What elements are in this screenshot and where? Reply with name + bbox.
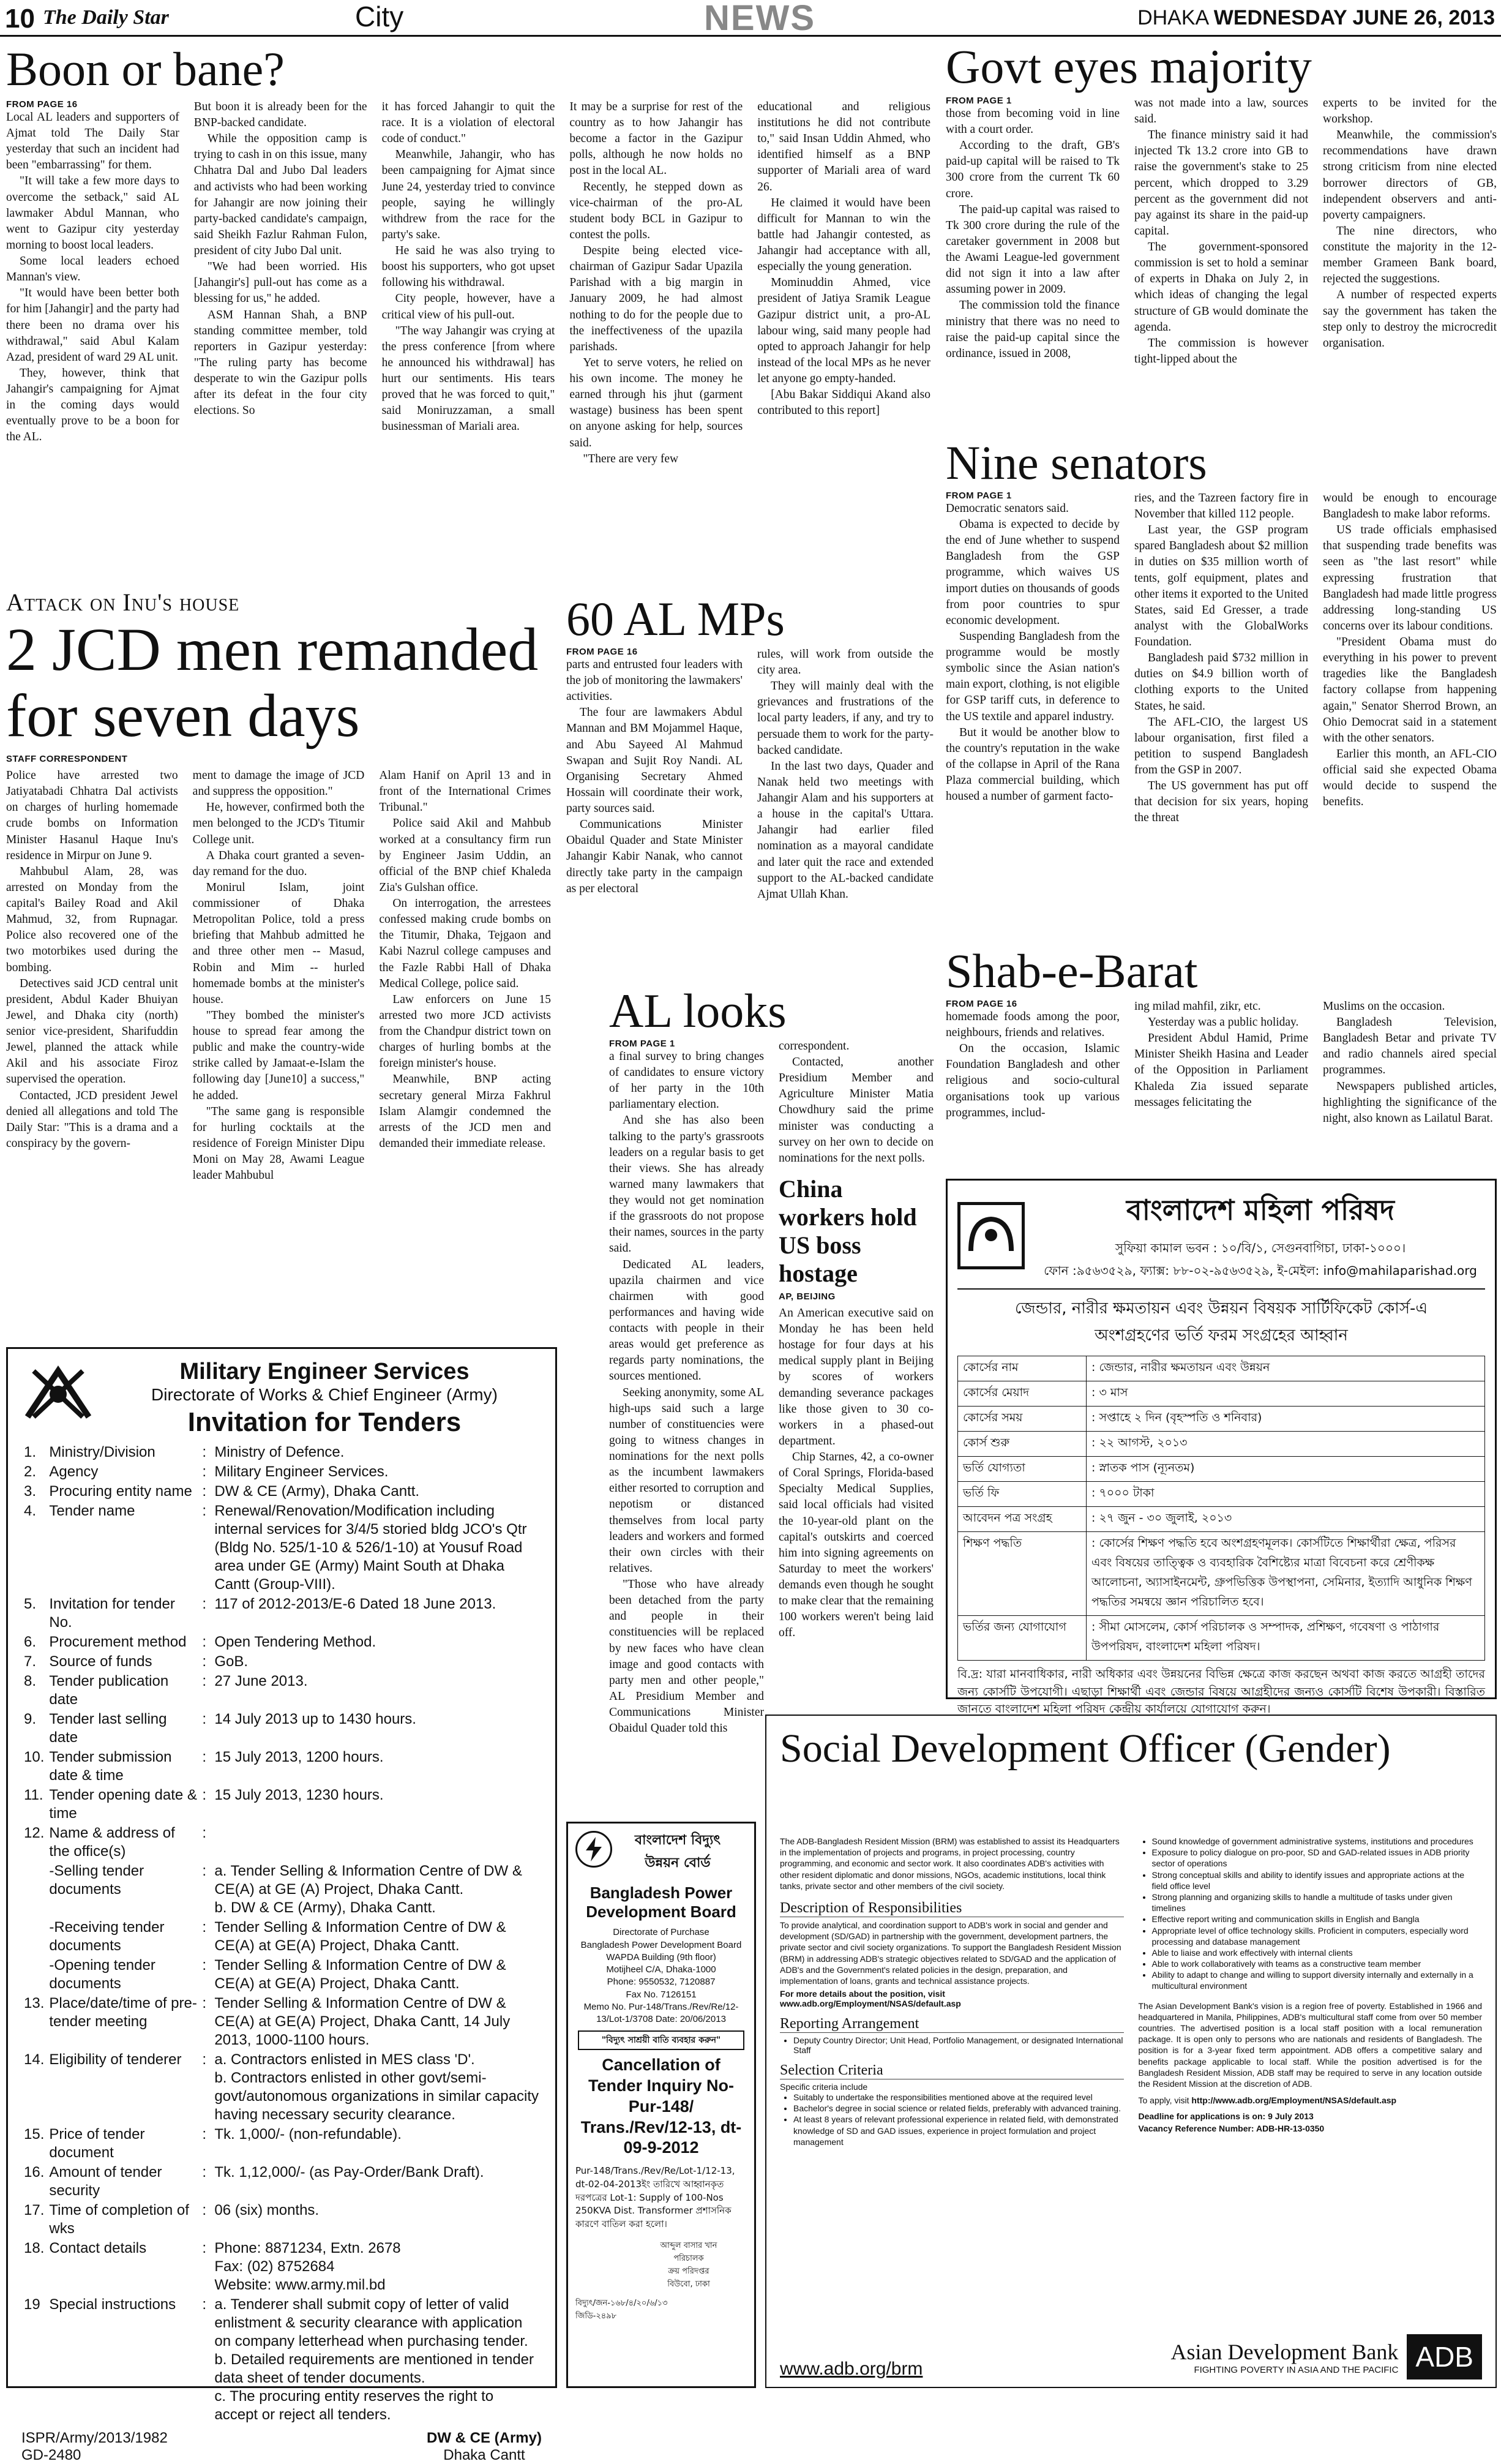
news-brand: NEWS bbox=[704, 0, 815, 38]
course-row: ভর্তি ফি : ৭০০০ টাকা bbox=[958, 1482, 1485, 1507]
paragraph: Newspapers published articles, highlighting the significance of the night, also known as Lailatul Barat. bbox=[1323, 1080, 1497, 1125]
story-column bbox=[194, 99, 367, 565]
story-govt-eyes-majority bbox=[946, 42, 1497, 434]
org-name-bn: বাংলাদেশ বিদ্যুৎ bbox=[634, 1833, 721, 1848]
tender-row: 19 Special instructions : a. Tenderer shall submit copy of letter of valid enlistment & security clearance with application on company letterhead when purchasing tender. b. Detailed requirements are mentioned in tender data sheet of tender documents. c. The procuring entity reserves the right to accept or reject all tenders. bbox=[24, 2296, 534, 2423]
paragraph: Meanwhile, BNP acting secretary general Mirza Fakhrul Islam Alamgir condemned the arrests of the JCD men and demanded their immediate release. bbox=[379, 1073, 552, 1150]
paragraph: "We had been worried. His [Jahangir's] pull-out has come as a blessing for us," he added. bbox=[193, 260, 367, 306]
course-row: ভর্তির জন্য যোগাযোগ : সীমা মোসলেম, কোর্স পরিচালক ও সম্পাদক, প্রশিক্ষণ, গবেষণা ও পাঠাগার উপপরিষদ, বাংলাদেশ মহিলা পরিষদ। bbox=[958, 1616, 1485, 1661]
ad-mes-tender bbox=[6, 1347, 557, 2463]
ad-note: বি.দ্র: যারা মানবাধিকার, নারী অধিকার এবং উন্নয়নের বিভিন্ন ক্ষেত্রে কাজ করছেন অথবা কাজ করতে আগ্রহী তাদের জন্য কোর্সটি উপযোগী। এছাড়া শিক্ষার্থী এবং জেন্ডার বিষয়ে আগ্রহীদের জন্যও কোর্সটি বিশেষ উপকারী। বিস্তারিত জানতে বাংলাদেশ মহিলা পরিষদ কেন্দ্রীয় কার্যালয়ে যোগাযোগ করুন। bbox=[957, 1667, 1485, 1716]
tender-row: 5. Invitation for tender No. : 117 of 2012-2013/E-6 Dated 18 June 2013. bbox=[24, 1596, 496, 1631]
headline: Shab-e-Barat bbox=[946, 944, 1198, 997]
paragraph: "The way Jahangir was crying at the press conference [from where he announced his withdrawal] has hurt our sentiments. His tears proved that he was forced to quit," said Moniruzzaman, a small businessman of Mariali area. bbox=[381, 324, 555, 434]
story-column: FROM PAGE 16 Local AL leaders and supporters of Ajmat told The Daily Star yesterday that such an incident had been "embarrassing" for them. "It will take a few more days to overcome the setback," said AL lawmaker Abdul Mannan, who went to Gazipur city yesterday morning to boost local leaders. Some local leaders echoed Mannan's view. "It would have been better both for him [Jahangir] and the party had there been no drama over his withdrawal," said Abul Kalam Azad, president of ward 29 AL unit. They, however, think that Jahangir's campaigning for Ajmat in the coming days would eventually prove to be a boon for the AL. bbox=[6, 99, 179, 565]
signatory: আব্দুল বাসার খান পরিচালক ক্রয় পরিদপ্তর বিউবো, ঢাকা bbox=[660, 2241, 717, 2289]
tender-row: 4. Tender name : Renewal/Renovation/Modification including internal services for 3/4/5 storied bldg JCO's Qtr (Bldg No. 525/1-10 & 526/1-10) at Yousuf Road area under GE (Army) Maint South at Dhaka Cantt (Group-VIII). bbox=[24, 1503, 527, 1593]
paragraph: Some local leaders echoed Mannan's view. bbox=[6, 255, 179, 284]
signatory-place: Dhaka Cantt bbox=[443, 2447, 525, 2463]
apply-label: To apply, visit bbox=[1138, 2095, 1189, 2106]
paragraph: In the last two days, Quader and Nanak held two meetings with Jahangir Alam and his supporters at a house in the capital's Uttara. Jahangir had earlier filed nomination as a mayoral candidate and later quit the race and extended support to the AL-backed candidate Ajmat Ullah Khan. bbox=[757, 759, 934, 901]
tender-row: 12. Name & address of the office(s) : bbox=[24, 1825, 207, 1860]
paragraph: On interrogation, the arrestees confessed making crude bombs on the Titumir, Dhaka, Tejgaon and Kabi Nazrul college campuses and the Fazle Rabbi Hall of Dhaka Medical College, police said. bbox=[379, 897, 552, 990]
paragraph: educational and religious institutions he did not contribute to," said Insan Uddin Ahmed, who identified himself as a BNP supporter of Mariali area of ward 26. bbox=[757, 100, 930, 193]
paragraph: The paid-up capital was raised to Tk 300 crore during the rule of the caretaker government in 2008 but the Awami League-led government did not sign it into a law after assuming power in 2009. bbox=[946, 203, 1120, 296]
paragraph: a final survey to bring changes of candidates to ensure victory of her party in the 10th parliamentary election. bbox=[609, 1050, 764, 1111]
masthead bbox=[0, 0, 1501, 37]
paragraph: An American executive said on Monday he has been held hostage for four days at his medical supply plant in Beijing by scores of workers demanding severance packages like those given to 30 co-workers in a phased-out department. bbox=[779, 1306, 934, 1448]
headline: China workers hold US boss hostage bbox=[779, 1174, 917, 1287]
bpdb-logo-icon bbox=[575, 1831, 612, 1868]
paragraph: But it would be another blow to the country's reputation in the wake of the collapse in April of the Rana Plaza commercial building, which housed a number of garment facto- bbox=[946, 726, 1120, 803]
criteria-item: • Strong planning and organizing skills to handle a multitude of tasks under given timelines bbox=[1152, 1891, 1483, 1914]
paragraph: Meanwhile, the commission's recommendations have drawn strong criticism from nine elected borrower directors of GB, independent observers and anti-poverty campaigners. bbox=[1323, 129, 1497, 222]
org-address: সুফিয়া কামাল ভবন : ১০/বি/১, সেগুনবাগিচা, ঢাকা-১০০০। bbox=[1115, 1241, 1406, 1255]
paragraph: The government-sponsored commission is set to hold a seminar of experts in Dhaka on July 2, in which ideas of changing the legal structure of GB would dominate the agenda. bbox=[1134, 241, 1308, 334]
criteria-item: • Able to liaise and work effectively with internal clients bbox=[1152, 1947, 1483, 1958]
course-row: কোর্স শুরু : ২২ আগস্ট, ২০১৩ bbox=[958, 1432, 1485, 1457]
signatory: DW & CE (Army) bbox=[426, 2430, 542, 2446]
criteria-list bbox=[780, 2092, 1124, 2147]
paragraph: Earlier this month, an AFL-CIO official said she expected Obama would decide to suspend the benefits. bbox=[1323, 747, 1497, 809]
paragraph: He, however, confirmed both the men belonged to the JCD's Titumir College unit. bbox=[192, 801, 365, 846]
paragraph: correspondent. bbox=[779, 1039, 850, 1053]
paragraph: The AFL-CIO, the largest US labour organisation, first filed a petition to suspend Bangladesh from the GSP in 2007. bbox=[1134, 715, 1308, 777]
tender-row: 3. Procuring entity name : DW & CE (Army), Dhaka Cantt. bbox=[24, 1483, 420, 1500]
criteria-item: • At least 8 years of relevant professional experience in related field, with demonstrated knowledge of SD and GAD issues, experience in project formulation and project management bbox=[793, 2114, 1124, 2147]
paragraph: Alam Hanif on April 13 and in front of the International Crimes Tribunal." bbox=[379, 769, 552, 814]
paragraph: Police have arrested two Jatiyatabadi Chhatra Dal activists on charges of hurling homemade crude bombs on Information Minister Hasanul Haque Inu's residence in Mirpur on June 9. bbox=[6, 769, 178, 862]
ad-intro: The ADB-Bangladesh Resident Mission (BRM) was established to assist its Headquarters in the implementation of projects and programs, in project processing, country programming, and economic and sector work. It also coordinates ADB's activities with other resident diplomatic and donor missions, NGOs, academic institutions, local think tanks, private sector and other members of the civil society. bbox=[780, 1836, 1120, 1891]
gd-ref: GD-2480 bbox=[21, 2447, 81, 2463]
paragraph: Contacted, JCD president Jewel denied all allegations and told The Daily Star: "This is a drama and a conspiracy by the govern- bbox=[6, 1089, 178, 1150]
story-column bbox=[1323, 96, 1497, 426]
paragraph: It may be a surprise for rest of the country as to how Jahangir has become a factor in the Gazipur polls, although he now holds no post in the local AL. bbox=[569, 100, 743, 178]
dateline: DHAKA WEDNESDAY JUNE 26, 2013 bbox=[1137, 6, 1495, 29]
tender-row: 18. Contact details : Phone: 8871234, Extn. 2678 Fax: (02) 8752684 Website: www.army.mil.bd bbox=[24, 2240, 401, 2293]
section-heading: Reporting Arrangement bbox=[780, 2016, 1124, 2033]
paragraph: would be enough to encourage Bangladesh to make labor reforms. bbox=[1323, 491, 1497, 521]
story-column bbox=[382, 99, 555, 565]
paragraph: was not made into a law, sources said. bbox=[1134, 96, 1308, 126]
criteria-item: • Bachelor's degree in social science or related fields, preferably with advanced training. bbox=[793, 2103, 1124, 2114]
headline: 2 JCD men remanded for seven days bbox=[6, 615, 539, 749]
story-column bbox=[1134, 490, 1308, 931]
paragraph: But boon it is already been for the BNP-backed candidate. bbox=[193, 100, 367, 130]
story-column: FROM PAGE 16 parts and entrusted four leaders with the job of monitoring the lawmakers' activities. The four are lawmakers Abdul Mannan and BM Mojammel Haque, and Abu Sayeed Al Mahmud Swapan and Sujit Roy Nandi. AL Organising Secretary Ahmed Hossain will coordinate their work, party sources said. Communications Minister Obaidul Quader and State Minister Jahangir Kabir Nanak, who cannot directly take party in the campaign as per electoral bbox=[566, 647, 743, 965]
paragraph: Obama is expected to decide by the end of June whether to suspend Bangladesh from the GSP programme, which waives US import duties on thousands of goods from poor countries to spur economic development. bbox=[946, 518, 1120, 627]
paragraph: Bangladesh Television, Bangladesh Betar and private TV and radio channels aired special programmes. bbox=[1323, 1016, 1497, 1077]
byline: AP, BEIJING bbox=[779, 1291, 836, 1302]
tender-row: 11. Tender opening date & time : 15 July 2013, 1230 hours. bbox=[24, 1787, 384, 1822]
tender-row: 8. Tender publication date : 27 June 2013. bbox=[24, 1673, 308, 1708]
course-row: কোর্সের নাম : জেন্ডার, নারীর ক্ষমতায়ন এবং উন্নয়ন bbox=[958, 1356, 1485, 1381]
story-column bbox=[1134, 999, 1308, 1158]
paragraph: He said he was also trying to boost his supporters, who got upset following his withdrawal. bbox=[381, 244, 555, 290]
paragraph: Yesterday was a public holiday. bbox=[1148, 1016, 1299, 1029]
paragraph: According to the draft, GB's paid-up capital will be raised to Tk 300 crore from the current Tk 60 crore. bbox=[946, 139, 1120, 200]
criteria-item: • Effective report writing and communication skills in English and Bangla bbox=[1152, 1914, 1483, 1925]
story-column bbox=[569, 99, 743, 565]
org-name: Military Engineer Services bbox=[179, 1359, 470, 1384]
criteria-item: • Able to work collaboratively with teams as a constructive team member bbox=[1152, 1958, 1483, 1969]
org-name-bn-2: উন্নয়ন বোর্ড bbox=[645, 1855, 711, 1871]
paper-logo: The Daily Star bbox=[43, 6, 169, 29]
paragraph: rules, will work from outside the city area. bbox=[757, 647, 934, 677]
ad-adb-vacancy bbox=[765, 1715, 1497, 2388]
paragraph: Law enforcers on June 15 arrested two more JCD activists from the Chandpur district town on charges of hurling bombs at the foreign minister's house. bbox=[379, 993, 552, 1070]
section-text: To provide analytical, and coordination support to ADB's work in social and gender and development (SD/GAD) in partnership with the government, development partners, the private sector and civil society organizations. To support the Bangladesh Resident Mission (BRM) in addressing ADB's strategic objectives related to SD/GAD and the application of ADB's and the Government's related policies in the design, preparation, and implementation of loans, grants and technical assistance projects. bbox=[780, 1920, 1121, 1986]
tender-row: 7. Source of funds : GoB. bbox=[24, 1653, 249, 1670]
section-name: City bbox=[355, 1, 404, 32]
apply-link[interactable]: http://www.adb.org/Employment/NSAS/default.asp bbox=[1191, 2095, 1397, 2106]
criteria-item: • Appropriate level of office technology skills. Proficient in computers, especially word processing and database management bbox=[1152, 1925, 1483, 1947]
paragraph: "Those who have already been detached from the party and people in their constituencies will be replaced by new faces who have clean image and good contacts with party men and other people," AL Presidium Member and Communications Minister Obaidul Quader told this bbox=[609, 1578, 764, 1735]
paragraph: [Abu Bakar Siddiqui Akand also contributed to this report] bbox=[757, 388, 930, 418]
story-boon-or-bane bbox=[6, 44, 930, 577]
reporting-item: • Deputy Country Director; Unit Head, Portfolio Management, or designated International Staff bbox=[793, 2035, 1124, 2055]
ad-title: Cancellation of Tender Inquiry No-Pur-148/ Trans./Rev/12-13, dt-09-9-2012 bbox=[580, 2056, 742, 2157]
story-china-hostage bbox=[779, 1175, 934, 1642]
paragraph: Local AL leaders and supporters of Ajmat told The Daily Star yesterday that such an incident had been "embarrassing" for them. bbox=[6, 110, 179, 172]
paragraph: Yet to serve voters, he relied on his own income. The money he earned through his jhut (garment wastage) business has been spent on anyone asking for help, sources said. bbox=[569, 356, 743, 449]
slogan: "বিদ্যুৎ সাশ্রয়ী বাতি ব্যবহার করুন" bbox=[578, 2030, 744, 2050]
adb-logo: ADB bbox=[1407, 2334, 1482, 2379]
story-column bbox=[1323, 490, 1497, 931]
course-row: কোর্সের সময় : সপ্তাহে ২ দিন (বৃহস্পতি ও শনিবার) bbox=[958, 1407, 1485, 1432]
paragraph: A number of respected experts say the government has taken the step only to destroy the microcredit organisation. bbox=[1323, 288, 1497, 350]
story-column bbox=[757, 647, 934, 965]
notice-ref: বিদ্যুৎ/জন-১৬৮/৪/২০/৬/১৩ জিডি-২৪৯৮ bbox=[575, 2298, 668, 2321]
tender-row: 15. Price of tender document : Tk. 1,000/- (non-refundable). bbox=[24, 2126, 402, 2161]
paragraph: Communications Minister Obaidul Quader and State Minister Jahangir Kabir Nanak, who cannot directly take party in the campaign as per electoral bbox=[566, 818, 743, 895]
paragraph: Last year, the GSP program spared Bangladesh about $2 million in duties on $35 million worth of tents, golf equipment, plates and other items it exported to the United States, said Ed Gresser, a trade analyst with the GlobalWorks Foundation. bbox=[1134, 524, 1308, 649]
byline: STAFF CORRESPONDENT bbox=[6, 754, 128, 764]
paragraph: those from becoming void in line with a court order. bbox=[946, 107, 1120, 137]
section-heading: Description of Responsibilities bbox=[780, 1900, 1124, 1917]
paragraph: "It would have been better both for him [Jahangir] and the party had there been no drama over his withdrawal," said Abul Kalam Azad, president of ward 29 AL unit. bbox=[6, 287, 179, 364]
story-column: FROM PAGE 1 Democratic senators said. Obama is expected to decide by the end of June whether to suspend Bangladesh from the GSP programme, which waives US import duties on thousands of goods from poor countries to spur economic development. Suspending Bangladesh from the programme would be mostly symbolic since the Asian nation's main export, clothing, is not eligible for GSP tariff cuts, in deference to the US textile and apparel industry. But it would be another blow to the country's reputation in the wake of the collapse in April of the Rana Plaza commercial building, which housed a number of garment facto- bbox=[946, 490, 1120, 931]
paragraph: They, however, think that Jahangir's campaigning for Ajmat in the coming days would eventually prove to be a boon for the AL. bbox=[6, 366, 179, 444]
paragraph: A Dhaka court granted a seven-day remand for the duo. bbox=[192, 849, 365, 878]
tender-row: 10. Tender submission date & time : 15 July 2013, 1200 hours. bbox=[24, 1749, 384, 1784]
story-column: FROM PAGE 1 a final survey to bring changes of candidates to ensure victory of her party in the 10th parliamentary election. And she has also been talking to the party's grassroots leaders on a regular basis to get their views. She has already warned many lawmakers that they would not get nomination if the grassroots do not propose their names, sources in the party said. Dedicated AL leaders, upazila chairmen and vice chairmen with good performances and having wide contacts with people in their areas would get preference as regards party nominations, the sources mentioned. Seeking anonymity, some AL high-ups said such a large number of constituencies were going to witness changes in nominations for the next polls as the incumbent lawmakers either resorted to corruption and nepotism or distanced themselves from local party leaders and workers and formed their own circles with their relatives. "Those who have already been detached from the party and people in their constituencies will be replaced by new faces who have clean image and good contacts with party men and other people," AL Presidium Member and Communications Minister Obaidul Quader told this bbox=[609, 1039, 764, 1694]
paragraph: Mominuddin Ahmed, vice president of Jatiya Sramik League Gazipur district unit, a pro-AL labour wing, said many people had opted to approach Jahangir for help instead of the local MPs as he never let anyone go empty-handed. bbox=[757, 276, 930, 386]
ad-title: Social Development Officer (Gender) bbox=[780, 1726, 1391, 1771]
paragraph: The commission told the finance ministry that there was no need to raise the paid-up capital since the ordinance, issued in 2008, bbox=[946, 299, 1120, 360]
paragraph: ries, and the Tazreen factory fire in November that killed 112 people. bbox=[1134, 491, 1308, 521]
vision-text: The Asian Development Bank's vision is a region free of poverty. Established in 1966 and headquartered in Manila, Philippines, ADB's multicultural staff come from over 50 member countries. The advertised position is a local staff position with a local remuneration package. It is open only to persons who are nationals and residents of Bangladesh. The position is for a 3-year fixed term appointment. ADB offers a competitive salary and benefits package applicable to local staff. While the position advertised is for the Bangladesh Resident Mission, ADB staff may be required to serve in any location outside the Resident Mission at the discretion of ADB. bbox=[1138, 2000, 1482, 2089]
org-dept: Directorate of Works & Chief Engineer (Army) bbox=[151, 1385, 498, 1404]
paragraph: Meanwhile, Jahangir, who has been campaigning for Ajmat since June 24, yesterday tried to convince people, saying he willingly withdrew from the race for the party's sake. bbox=[381, 148, 555, 241]
tender-row: -Selling tender documents : a. Tender Selling & Information Centre of DW & CE(A) at GE (A) Project, Dhaka Cantt. b. DW & CE (Army), Dhaka Cantt. bbox=[49, 1863, 522, 1916]
paragraph: The commission is however tight-lipped about the bbox=[1134, 336, 1308, 366]
course-row: ভর্তি যোগ্যতা : স্নাতক পাস (ন্যূনতম) bbox=[958, 1457, 1485, 1482]
paragraph: Mahbubul Alam, 28, was arrested on Monday from the capital's Bailey Road and Akil Mahmud, 32, from Rupnagar. Police also recovered one of the two motorbikes used during the bombing. bbox=[6, 865, 178, 974]
vacancy-ref: Vacancy Reference Number: ADB-HR-13-0350 bbox=[1138, 2124, 1325, 2134]
paragraph: parts and entrusted four leaders with the job of monitoring the lawmakers' activities. bbox=[566, 658, 743, 704]
more-info-label: For more details about the position, visit bbox=[780, 1989, 945, 1999]
paragraph: President Abdul Hamid, Prime Minister Sheikh Hasina and Leader of the Opposition in Parliament Khaleda Zia issued separate messages felicitating the bbox=[1134, 1032, 1308, 1109]
section-heading: Selection Criteria bbox=[780, 2062, 1124, 2079]
paragraph: Suspending Bangladesh from the programme would be mostly symbolic since the Asian nation's main export, clothing, is not eligible for GSP tariff cuts, in deference to the US textile and apparel industry. bbox=[946, 629, 1120, 723]
tender-row: 17. Time of completion of wks : 06 (six) months. bbox=[24, 2202, 320, 2237]
paragraph: "It will take a few more days to overcome the setback," said AL lawmaker Abdul Mannan, who went to Gazipur city yesterday morning to boost local leaders. bbox=[6, 175, 179, 252]
headline: Nine senators bbox=[946, 436, 1207, 489]
paragraph: "There are very few bbox=[583, 452, 679, 465]
section-subheading: Specific criteria include bbox=[780, 2082, 868, 2092]
paragraph: On the occasion, Islamic Foundation Bangladesh and other religious and socio-cultural organisations took up various programmes, includ- bbox=[946, 1042, 1120, 1119]
parishad-logo-icon bbox=[957, 1202, 1025, 1269]
story-shab-e-barat bbox=[946, 946, 1497, 1166]
org-name: Bangladesh Power Development Board bbox=[586, 1884, 736, 1921]
tender-row: -Receiving tender documents : Tender Selling & Information Centre of DW & CE(A) at GE(A) Project, Dhaka Cantt. bbox=[49, 1919, 506, 1954]
paragraph: The four are lawmakers Abdul Mannan and BM Mojammel Haque, and Abu Sayeed Al Mahmud Swapan and Sujit Roy Nandi. AL Organising Secretary Ahmed Hossain will coordinate their work, party sources said. bbox=[566, 706, 743, 816]
story-al-looks bbox=[609, 984, 934, 1735]
paragraph: Despite being elected vice-chairman of Gazipur Sadar Upazila Parishad with a big margin in January 2009, he had almost nothing to do for the people due to the ineffectiveness of the upazila parishads. bbox=[569, 244, 743, 353]
paragraph: it has forced Jahangir to quit the race. It is a violation of electoral code of conduct." bbox=[381, 100, 555, 146]
more-info-link[interactable]: www.adb.org/Employment/NSAS/default.asp bbox=[780, 1999, 961, 2009]
bank-name: Asian Development Bank bbox=[1170, 2339, 1399, 2364]
story-jcd-remanded bbox=[6, 588, 551, 1335]
paragraph: City people, however, have a critical view of his pull-out. bbox=[381, 292, 555, 321]
paragraph: homemade foods among the poor, neighbours, friends and relatives. bbox=[946, 1010, 1120, 1040]
paragraph: They will mainly deal with the grievances and frustrations of the local party leaders, if any, and try to persuade them to work for the party-backed candidate. bbox=[757, 680, 934, 757]
paragraph: Chip Starnes, 42, a co-owner of Coral Springs, Florida-based Specialty Medical Supplies, said local officials had visited the 10-year-old plant on the capital's outskirts and coerced him into signing agreements on Saturday to meet the workers' demands even though he sought to make clear that the remaining 100 workers weren't being laid off. bbox=[779, 1451, 934, 1640]
mes-emblem-icon bbox=[21, 1359, 95, 1426]
paragraph: While the opposition camp is trying to cash in on this issue, many Chhatra Dal and Jubo Dal leaders and activists who had been working for Jahangir are now joining their party-backed candidate's campaign, said Sheikh Fazlur Rahman Fulon, president of city Jubo Dal unit. bbox=[193, 132, 367, 258]
ad-title: জেন্ডার, নারীর ক্ষমতায়ন এবং উন্নয়ন বিষয়ক সার্টিফিকেট কোর্স-এ bbox=[1014, 1299, 1428, 1318]
story-column bbox=[379, 768, 551, 1307]
tender-row: 9. Tender last selling date : 14 July 2013 up to 1430 hours. bbox=[24, 1711, 416, 1746]
page-number: 10 bbox=[5, 4, 35, 34]
criteria-item: • Exposure to policy dialogue on pro-poor, SD and GAD-related issues in ADB priority sector of operations bbox=[1152, 1847, 1483, 1869]
criteria-item: • Suitably to undertake the responsibilities mentioned above at the required level bbox=[793, 2092, 1124, 2103]
kicker: Attack on Inu's house bbox=[6, 588, 240, 616]
criteria-item: • Ability to adapt to change and willing to support diversity internally and externally in a multicultural environment bbox=[1152, 1969, 1483, 1991]
story-column bbox=[193, 768, 365, 1307]
paragraph: Monirul Islam, joint commissioner of Dhaka Metropolitan Police, told a press briefing that Mahbub admitted he and three other men -- Masud, Robin and Mim -- hurled homemade bombs at the minister's house. bbox=[192, 881, 365, 1006]
tender-row: -Opening tender documents : Tender Selling & Information Centre of DW & CE(A) at GE(A) Project, Dhaka Cantt. bbox=[49, 1957, 506, 1992]
story-column bbox=[757, 99, 930, 565]
course-details-table bbox=[957, 1356, 1485, 1661]
story-column: FROM PAGE 16 homemade foods among the poor, neighbours, friends and relatives. On the occasion, Islamic Foundation Bangladesh and other religious and socio-cultural organisations took up various programmes, includ- bbox=[946, 999, 1120, 1158]
tender-row: 16. Amount of tender security : Tk. 1,12,000/- (as Pay-Order/Bank Draft). bbox=[24, 2164, 484, 2199]
tender-row: 14. Eligibility of tenderer : a. Contractors enlisted in MES class 'D'. b. Contractors enlisted in other govt/semi-govt/autonomous organizations in similar capacity having necessary security clearance. bbox=[24, 2051, 539, 2123]
paragraph: "They bombed the minister's house to spread fear among the public and make the country-wide strike called by Jamaat-e-Islam the following day [June10] a success," he added. bbox=[192, 1009, 365, 1102]
paragraph: Recently, he stepped down as vice-chairman of the pro-AL student body BCL in Gazipur to contest the polls. bbox=[569, 180, 743, 241]
adb-brm-link[interactable]: www.adb.org/brm bbox=[780, 2359, 923, 2379]
headline: AL looks bbox=[609, 984, 787, 1037]
paragraph: And she has also been talking to the party's grassroots leaders on a regular basis to get their views. She has already warned many lawmakers that they would not get nomination if the grassroots do not propose their names, sources in the party said. bbox=[609, 1114, 764, 1255]
headline: Boon or bane? bbox=[6, 42, 285, 96]
tender-row: 13. Place/date/time of pre-tender meeting : Tender Selling & Information Centre of DW & CE(A) at GE(A) Project, Dhaka Cantt, 14 July 2013, 1000-1100 hours. bbox=[24, 1995, 511, 2048]
tender-row: 6. Procurement method : Open Tendering Method. bbox=[24, 1634, 376, 1650]
paragraph: Contacted, another Presidium Member and Agriculture Minister Matia Chowdhury said the prime minister was conducting a survey on her own to decide on nominations for the next polls. bbox=[779, 1056, 934, 1165]
paragraph: Democratic senators said. bbox=[946, 501, 1069, 515]
tender-row: 2. Agency : Military Engineer Services. bbox=[24, 1463, 389, 1480]
course-row: আবেদন পত্র সংগ্রহ : ২৭ জুন - ৩০ জুলাই, ২০১৩ bbox=[958, 1507, 1485, 1532]
bank-tagline: FIGHTING POVERTY IN ASIA AND THE PACIFIC bbox=[1194, 2364, 1399, 2375]
story-column bbox=[6, 768, 178, 1307]
paragraph: The nine directors, who constitute the majority in the 12-member Grameen Bank board, rejected the suggestions. bbox=[1323, 224, 1497, 286]
org-contact: ফোন :৯৫৬৩৫২৯, ফ্যাক্স: ৮৮-০২-৯৫৬৩৫২৯, ই-মেইল: info@mahilaparishad.org bbox=[1044, 1263, 1477, 1278]
paragraph: Police said Akil and Mahbub worked at a consultancy firm run by Engineer Jasim Uddin, an official of the BNP chief Khaleda Zia's Gulshan office. bbox=[379, 817, 552, 894]
org-address: Directorate of Purchase Bangladesh Power Development Board WAPDA Building (9th floor) Motijheel C/A, Dhaka-1000 Phone: 9550532, 7120887 Fax No. 7126151 Memo No. Pur-148/Trans./Rev/Re/12-13/Lot-1/3708 Date: 20/06/2013 bbox=[580, 1927, 742, 2025]
paragraph: Seeking anonymity, some AL high-ups said such a large number of constituencies were going to witness changes in nominations for the next polls as the incumbent lawmakers either resorted to corruption and nepotism or distanced themselves from local party leaders and workers and formed their own circles with their relatives. bbox=[609, 1386, 764, 1575]
paragraph: ASM Hannan Shah, a BNP standing committee member, told reporters in Gazipur yesterday: "The ruling party has become desperate to win the Gazipur polls after its defeat in the four city elections. So bbox=[193, 308, 367, 418]
criteria-item: • Strong conceptual skills and ability to identify issues and appropriate actions at the field office level bbox=[1152, 1869, 1483, 1891]
story-column bbox=[1323, 999, 1497, 1158]
story-column bbox=[779, 1039, 934, 1694]
ad-subtitle: অংশগ্রহণের ভর্তি ফরম সংগ্রহের আহ্বান bbox=[1095, 1326, 1348, 1345]
paragraph: The US government has put off that decision for six years, hoping the threat bbox=[1134, 779, 1308, 825]
paragraph: experts to be invited for the workshop. bbox=[1323, 96, 1497, 126]
ad-bpdb-cancellation bbox=[566, 1822, 756, 2388]
story-column bbox=[1134, 96, 1308, 426]
paragraph: Dedicated AL leaders, upazila chairmen and vice chairmen with good performances and having wide contacts with people in their areas would get preference as regards party nominations, the sources mentioned. bbox=[609, 1258, 764, 1383]
criteria-item: • Sound knowledge of government administrative systems, institutions and procedures bbox=[1152, 1836, 1483, 1847]
org-name: বাংলাদেশ মহিলা পরিষদ bbox=[1126, 1193, 1394, 1226]
ad-title: Invitation for Tenders bbox=[187, 1407, 462, 1437]
paragraph: ment to damage the image of JCD and suppress the opposition." bbox=[192, 769, 365, 798]
tender-row: 1. Ministry/Division : Ministry of Defence. bbox=[24, 1444, 345, 1460]
deadline: Deadline for applications is on: 9 July 2013 bbox=[1138, 2111, 1314, 2122]
story-60-al-mps bbox=[566, 594, 934, 974]
paragraph: Bangladesh paid $732 million in duties on $4.9 billion worth of clothing exports to the United States, he said. bbox=[1134, 652, 1308, 713]
ad-mahila-parishad bbox=[946, 1179, 1497, 1716]
headline: Govt eyes majority bbox=[946, 40, 1312, 93]
paragraph: The finance ministry said it had injected Tk 13.2 crore into GB to raise the government's stake to 25 percent, which dropped to 3.29 percent as the government did not pay against its share in the paid-up capital. bbox=[1134, 129, 1308, 238]
notice-body: Pur-148/Trans./Rev/Re/Lot-1/12-13, dt-02-04-2013ইং তারিখে আহ্বানকৃত দরপত্রের Lot-1: Supply of 100-Nos 250KVA Dist. Transformer প্রশাসনিক কারণে বাতিল করা হলো। bbox=[575, 2165, 735, 2230]
paragraph: ing milad mahfil, zikr, etc. bbox=[1134, 999, 1261, 1013]
criteria-list bbox=[1139, 1836, 1483, 1992]
course-row: কোর্সের মেয়াদ : ৩ মাস bbox=[958, 1381, 1485, 1407]
course-row: শিক্ষণ পদ্ধতি : কোর্সের শিক্ষণ পদ্ধতি হবে অংশগ্রহণমূলক। কোর্সটিতে শিক্ষার্থীরা ক্ষেত্র, পরিসর এবং বিষয়ের তাত্ত্বিক ও ব্যবহারিক বৈশিষ্ট্যের মাত্রা বিবেচনা করে শ্রেণীকক্ষ আলোচনা, অ্যাসাইনমেন্ট, গ্রুপভিত্তিক উপস্থাপনা, সেমিনার, ইত্যাদি আধুনিক শিক্ষণ পদ্ধতির সমন্বয়ে জ্ঞান পরিচালিত হবে। bbox=[958, 1532, 1485, 1616]
paragraph: Detectives said JCD central unit president, Abdul Kader Bhuiyan Jewel, and Dhaka city (north) senior vice-president, Sharifuddin Jewel, planned the attack while Akil and his associate Firoz supervised the operation. bbox=[6, 977, 178, 1086]
ispr-ref: ISPR/Army/2013/1982 bbox=[21, 2430, 168, 2446]
paragraph: "President Obama must do everything in his power to prevent tragedies like the Bangladesh factory collapse from happening again," Senator Sherrod Brown, an Ohio Democrat said in a statement with the other senators. bbox=[1323, 636, 1497, 745]
paragraph: "The same gang is responsible for hurling cocktails at the residence of Foreign Minister Dipu Moni on May 28, Awami League leader Mahbubul bbox=[192, 1105, 365, 1182]
paragraph: He claimed it would have been difficult for Mannan to win the battle had Jahangir contested, as Jahangir had acceptance with all, especially the young generation. bbox=[757, 196, 930, 274]
tender-details-table bbox=[21, 1443, 542, 2425]
story-column: FROM PAGE 1 those from becoming void in line with a court order. According to the draft, GB's paid-up capital will be raised to Tk 300 crore from the current Tk 60 crore. The paid-up capital was raised to Tk 300 crore during the rule of the caretaker government in 2008 but the Awami League-led government did not sign it into a law after assuming power in 2009. The commission told the finance ministry that there was no need to raise the paid-up capital since the ordinance, issued in 2008, bbox=[946, 96, 1120, 426]
paragraph: US trade officials emphasised that suspending trade benefits was seen as "the last resort" while expressing frustration that Bangladesh had made little progress addressing long-standing US concerns over its labour conditions. bbox=[1323, 524, 1497, 633]
headline: 60 AL MPs bbox=[566, 592, 785, 645]
paragraph: Muslims on the occasion. bbox=[1323, 999, 1445, 1013]
story-nine-senators bbox=[946, 438, 1497, 940]
